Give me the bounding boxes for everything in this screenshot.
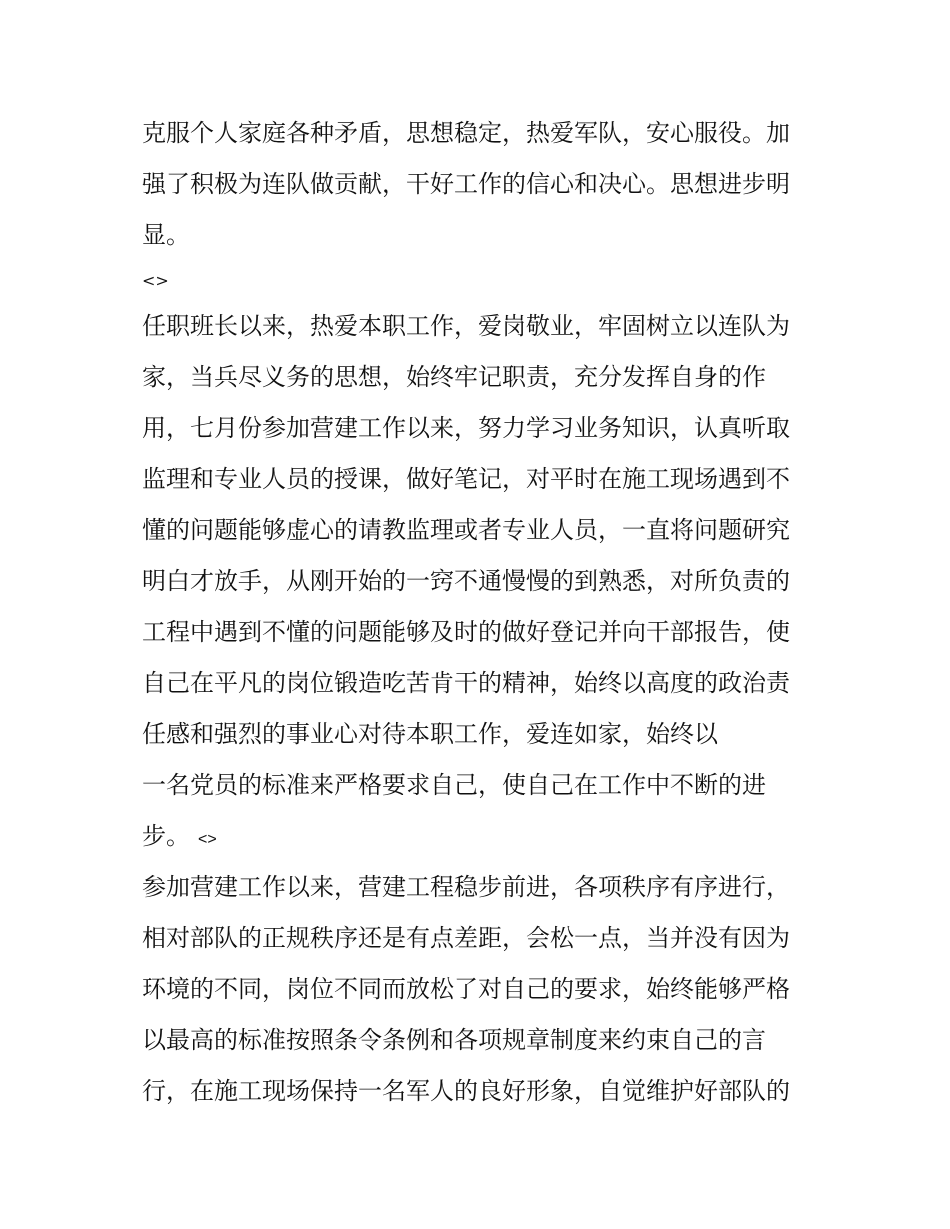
text-line: 以最高的标准按照条令条例和各项规章制度来约束自己的言: [142, 1026, 766, 1054]
text-line: 任职班长以来，热爱本职工作，爱岗敬业，牢固树立以连队为: [142, 312, 790, 340]
section-marker: <>: [142, 271, 169, 290]
text-line: 一名党员的标准来严格要求自己，使自己在工作中不断的进: [142, 771, 766, 799]
text-line: 行，在施工现场保持一名军人的良好形象，自觉维护好部队的: [142, 1077, 790, 1105]
document-body: [142, 108, 822, 1117]
text-line: 相对部队的正规秩序还是有点差距，会松一点，当并没有因为: [142, 924, 790, 952]
text-line: 懂的问题能够虚心的请教监理或者专业人员，一直将问题研究: [142, 516, 790, 544]
text-line: 监理和专业人员的授课，做好笔记，对平时在施工现场遇到不: [142, 465, 790, 493]
text-line: 用，七月份参加营建工作以来，努力学习业务知识，认真听取: [142, 414, 790, 442]
text-line-content: 步。: [142, 822, 190, 850]
text-line: [142, 811, 822, 862]
text-line: 参加营建工作以来，营建工程稳步前进，各项秩序有序进行，: [142, 873, 790, 901]
text-line: 克服个人家庭各种矛盾，思想稳定，热爱军队，安心服役。加: [142, 119, 790, 147]
section-marker: <>: [198, 831, 217, 848]
text-line: 家，当兵尽义务的思想，始终牢记职责，充分发挥自身的作: [142, 363, 766, 391]
text-line: 自己在平凡的岗位锻造吃苦肯干的精神，始终以高度的政治责: [142, 669, 790, 697]
text-line: 明白才放手，从刚开始的一窍不通慢慢的到熟悉，对所负责的: [142, 567, 790, 595]
text-line: 任感和强烈的事业心对待本职工作，爱连如家，始终以: [142, 720, 718, 748]
text-line: 工程中遇到不懂的问题能够及时的做好登记并向干部报告，使: [142, 618, 790, 646]
text-line: 显。: [142, 221, 190, 249]
text-line: 强了积极为连队做贡献，干好工作的信心和决心。思想进步明: [142, 170, 790, 198]
text-line: 环境的不同，岗位不同而放松了对自己的要求，始终能够严格: [142, 975, 790, 1003]
